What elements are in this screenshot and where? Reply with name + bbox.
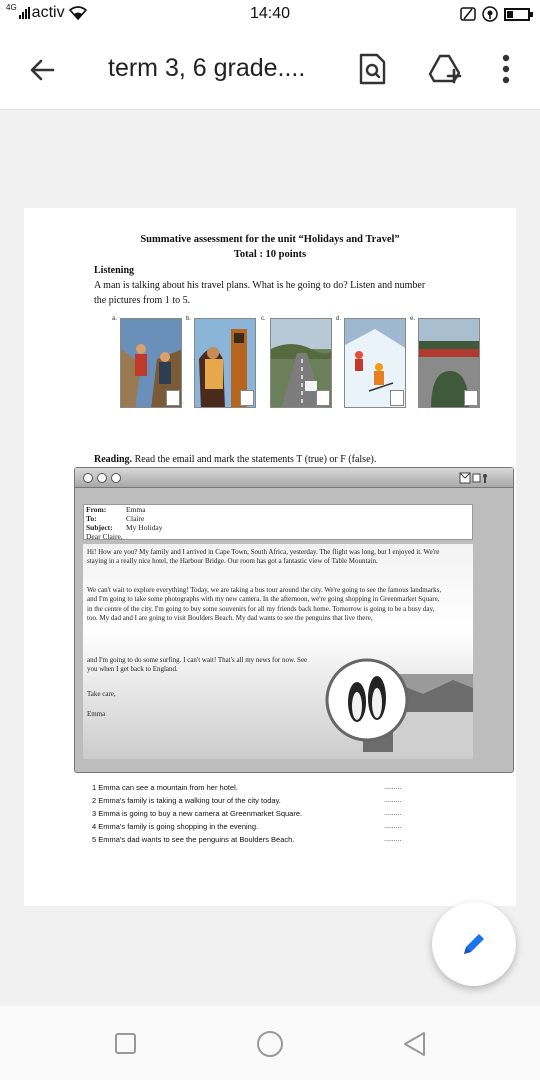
back-arrow-icon[interactable] (26, 54, 58, 86)
picture-label: b. (186, 316, 192, 322)
email-body (83, 544, 473, 759)
email-greeting: Dear Claire, (86, 532, 123, 541)
from-label: From: (86, 505, 107, 514)
reading-instruction: Read the email and mark the statements T (true) or F (false). (134, 454, 377, 465)
statements-list (92, 781, 432, 846)
listening-instruction-line2: the pictures from 1 to 5. (94, 295, 191, 306)
edit-fab-button[interactable] (432, 902, 516, 986)
statement-text: 2 Emma's family is taking a walking tour of the city today. (92, 796, 281, 805)
picture-train (418, 318, 480, 408)
document-title: term 3, 6 grade.... (108, 54, 306, 82)
status-bar (0, 0, 540, 30)
app-bar (0, 30, 540, 110)
clock: 14:40 (249, 5, 291, 22)
picture-label: a. (112, 316, 118, 322)
subject-label: Subject: (86, 523, 113, 532)
window-button (83, 473, 93, 483)
statement-text: 1 Emma can see a mountain from her hotel. (92, 783, 238, 792)
answer-blank: ......... (384, 784, 402, 791)
answer-box (316, 390, 330, 406)
answer-blank: ......... (384, 823, 402, 830)
email-signature: Emma (87, 710, 106, 718)
email-title-bar (75, 468, 513, 488)
data-saver-icon (460, 6, 476, 22)
edit-pencil-icon (460, 930, 488, 958)
carrier-name: activ (31, 4, 65, 21)
document-search-icon[interactable] (356, 52, 388, 86)
picture-label: c. (261, 316, 266, 322)
listening-instruction-line1: A man is talking about his travel plans. What is he going to do? Listen and number (94, 280, 426, 291)
status-icons (460, 6, 530, 22)
picture-label: e. (410, 316, 416, 322)
back-triangle-icon[interactable] (402, 1030, 428, 1058)
answer-box (464, 390, 478, 406)
statement (92, 807, 432, 820)
statement (92, 781, 432, 794)
picture-road-trip (270, 318, 332, 408)
answer-box (390, 390, 404, 406)
answer-blank: ......... (384, 836, 402, 843)
email-paragraph-2: We can't wait to explore everything! Today, we are taking a bus tour around the city. We're going to see the famous landmarks, and I'm going to take some photographs with my new camera. In the afternoon, we're going shopping in Greenmarket Square, in the centre of the city. I'm going to buy some souvenirs for all my friends back home. Tomorrow is going to be a busy day, too. My dad and I are going to visit Boulders Beach. My dad wants to see the penguins that live there, (87, 586, 442, 623)
statement (92, 820, 432, 833)
add-to-drive-icon[interactable] (428, 52, 464, 86)
recents-square-icon[interactable] (114, 1032, 138, 1056)
window-button (97, 473, 107, 483)
battery-icon (504, 8, 530, 21)
answer-blank: ......... (384, 797, 402, 804)
answer-box (240, 390, 254, 406)
statement-text: 3 Emma is going to buy a new camera at Greenmarket Square. (92, 809, 303, 818)
picture-climbing (120, 318, 182, 408)
mail-icon (459, 472, 489, 484)
window-button (111, 473, 121, 483)
email-paragraph-3: and I'm going to do some surfing. I can't wait! That's all my news for now. See you when I get back to England. (87, 656, 308, 674)
email-window (74, 467, 514, 773)
worksheet-total: Total : 10 points (233, 249, 307, 260)
picture-skiing (344, 318, 406, 408)
subject-value: My Holiday (126, 523, 163, 532)
statement-text: 4 Emma's family is going shopping in the evening. (92, 822, 259, 831)
statement (92, 794, 432, 807)
reading-instruction-line (94, 453, 376, 467)
answer-box (166, 390, 180, 406)
email-paragraph-1: Hi! How are you? My family and I arrived in Cape Town, South Africa, yesterday. The flight was long, but I enjoyed it. We're staying in a really nice hotel, the Harbour Bridge. Our room has got a fantastic view of Table Mountain. (87, 548, 440, 566)
statement-text: 5 Emma's dad wants to see the penguins at Boulders Beach. (92, 835, 295, 844)
picture-sightseeing (194, 318, 256, 408)
reading-heading: Reading. (94, 454, 133, 465)
from-value: Emma (126, 505, 146, 514)
home-circle-icon[interactable] (256, 1030, 284, 1058)
more-vert-icon[interactable] (496, 52, 516, 86)
vpn-key-icon (482, 6, 498, 22)
listening-pictures (112, 316, 482, 408)
worksheet-title: Summative assessment for the unit “Holidays and Travel” (140, 234, 400, 245)
statement (92, 833, 432, 846)
network-type: 4G (6, 2, 17, 12)
email-header (83, 504, 473, 540)
to-value: Claire (126, 514, 145, 523)
answer-blank: ......... (384, 810, 402, 817)
to-label: To: (86, 514, 97, 523)
navigation-bar (0, 1006, 540, 1080)
picture-label: d. (336, 316, 342, 322)
listening-heading: Listening (94, 265, 135, 276)
email-signoff: Take care, (87, 690, 116, 698)
document-page[interactable] (24, 208, 516, 906)
penguins-photo (323, 642, 473, 752)
